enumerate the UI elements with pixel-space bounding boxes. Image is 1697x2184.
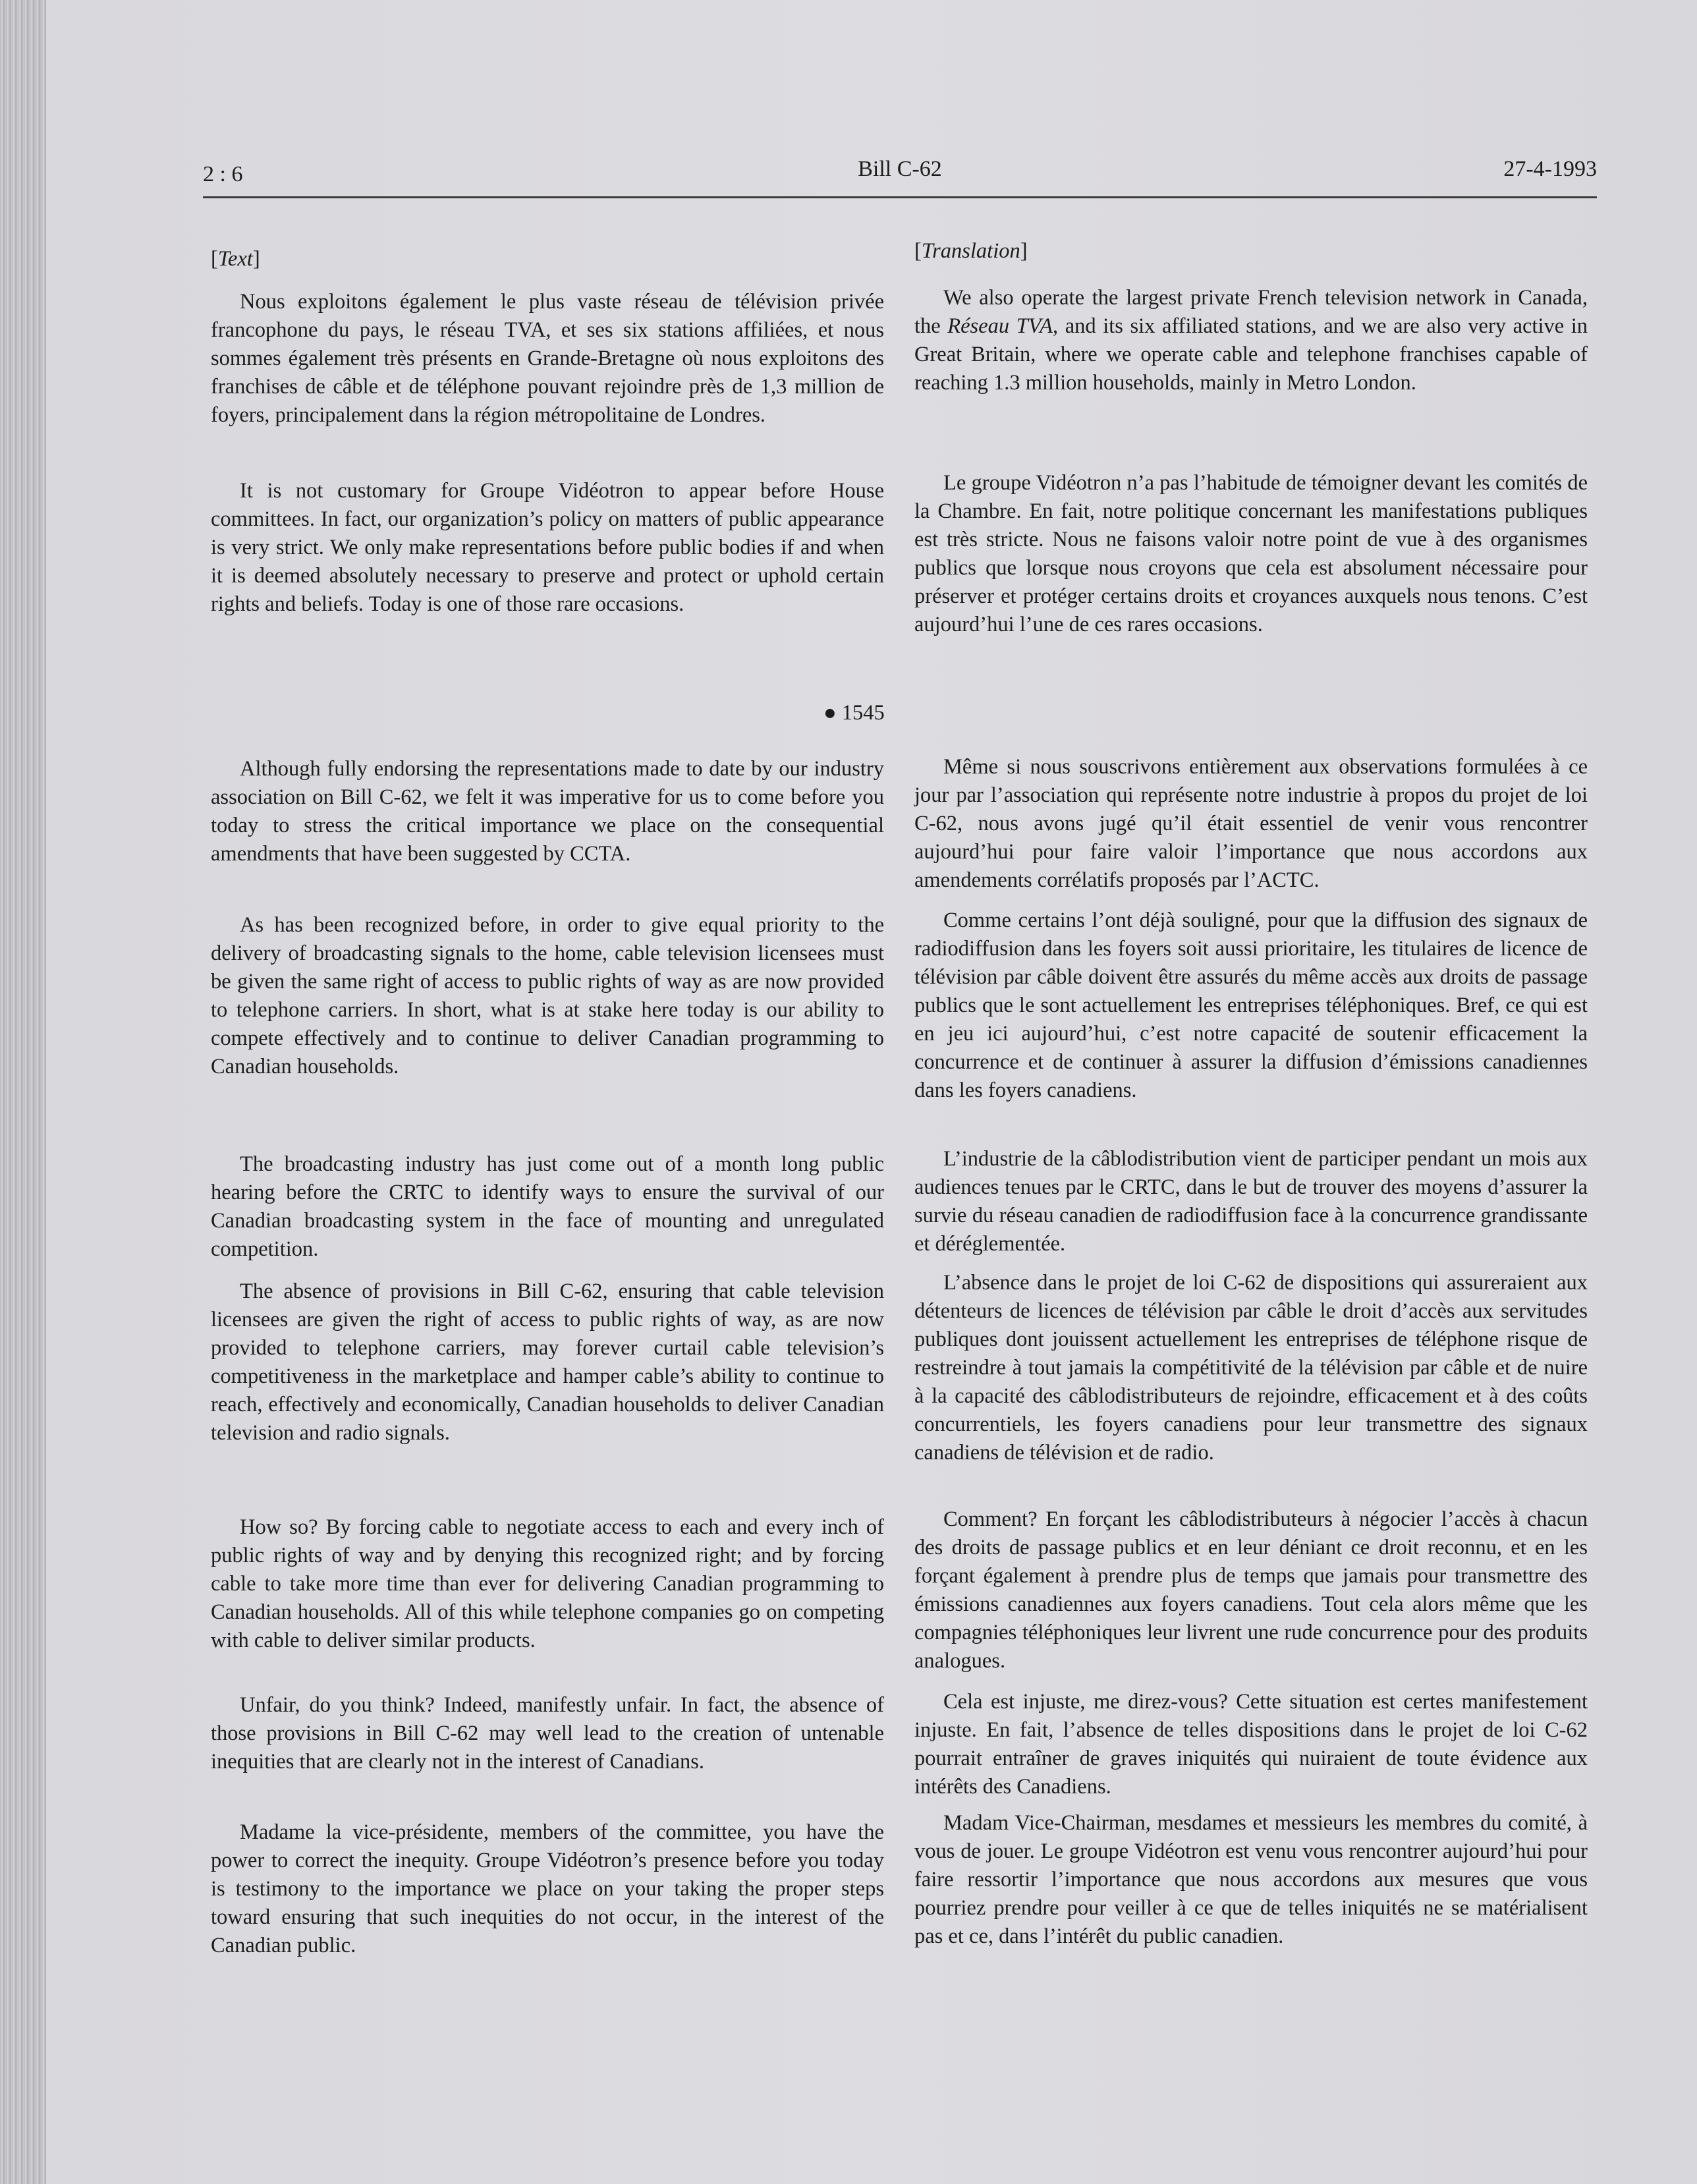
left-paragraph: Although fully endorsing the representations made to date by our industry association on Bill C-62, we felt it was imperative for us to come before you today to stress the critical importance we place on the consequential amendments that have been suggested by CCTA. bbox=[211, 757, 884, 866]
document-title: Bill C-62 bbox=[858, 157, 942, 181]
left-paragraph: The absence of provisions in Bill C-62, ensuring that cable television licensees are given the right of access to public rights of way, as are now provided to telephone carriers, may forever curtail cable television’s competitiveness in the marketplace and hamper cable’s ability to continue to reach, effectively and economically, Canadian households to deliver Canadian television and radio signals. bbox=[211, 1279, 884, 1445]
page-number: 2 : 6 bbox=[203, 162, 243, 186]
network-name: Réseau TVA bbox=[947, 314, 1053, 338]
page-stack-edges bbox=[0, 0, 46, 2184]
right-paragraph: Madam Vice-Chairman, mesdames et messieurs les membres du comité, à vous de jouer. Le groupe Vidéotron est venu vous rencontrer aujourd’hui pour faire ressortir l’importance que nous accordons aux mesures que vous pourriez prendre pour veiller à ce que de telles iniquités ne se matérialisent pas et ce, dans l’intérêt du public canadien. bbox=[914, 1811, 1588, 1948]
left-column-label: [Text] bbox=[211, 247, 260, 271]
left-paragraph: As has been recognized before, in order to give equal priority to the delivery of broadcasting signals to the home, cable television licensees must be given the same right of access to public rights of way as are now provided to telephone carriers. In short, what is at stake here today is our ability to compete effectively and to continue to deliver Canadian programming to Canadian households. bbox=[211, 913, 884, 1078]
right-paragraph: L’industrie de la câblodistribution vient de participer pendant un mois aux audiences tenues par le CRTC, dans le but de trouver des moyens d’assurer la survie du réseau canadien de radiodiffusion face à la concurrence grandissante et déréglementée. bbox=[914, 1147, 1588, 1256]
left-paragraph: Nous exploitons également le plus vaste réseau de télévision privée francophone du pays, le réseau TVA, et ses six stations affiliées, et nous sommes également très présents en Grande-Bretagne où nous exploitons des franchises de câble et de téléphone pouvant rejoindre près de 1,3 million de foyers, principalement dans la région métropolitaine de Londres. bbox=[211, 290, 884, 427]
right-paragraph: Comme certains l’ont déjà souligné, pour que la diffusion des signaux de radiodiffusion dans les foyers soit aussi prioritaire, les titulaires de licence de télévision par câble doivent être assurés du même accès aux droits de passage publics que le sont actuellement les entreprises téléphoniques. Bref, ce qui est en jeu ici aujourd’hui, c’est notre capacité de soutenir efficacement la concurrence et de continuer à assurer la diffusion d’émissions canadiennes dans les foyers canadiens. bbox=[914, 909, 1588, 1102]
right-paragraph: Comment? En forçant les câblodistributeurs à négocier l’accès à chacun des droits de passage publics et en leur déniant ce droit reconnu, et en les forçant également à prendre plus de temps que jamais pour transmettre des émissions canadiennes aux foyers canadiens. Tout cela alors même que les compagnies téléphoniques leur livrent une rude concurrence pour des produits analogues. bbox=[914, 1507, 1588, 1673]
left-paragraph: How so? By forcing cable to negotiate access to each and every inch of public rights of way and by denying this recognized right; and by forcing cable to take more time than ever for delivering Canadian programming to Canadian households. All of this while telephone companies go on competing with cable to deliver similar products. bbox=[211, 1515, 884, 1652]
left-paragraph: Unfair, do you think? Indeed, manifestly unfair. In fact, the absence of those provisions in Bill C-62 may well lead to the creation of untenable inequities that are clearly not in the interest of Canadians. bbox=[211, 1693, 884, 1774]
document-date: 27-4-1993 bbox=[1503, 157, 1597, 181]
time-marker: ● 1545 bbox=[823, 701, 885, 725]
left-paragraph: Madame la vice-présidente, members of the committee, you have the power to correct the inequity. Groupe Vidéotron’s presence before you today is testimony to the importance we place on your taking the proper steps toward ensuring that such inequities do not occur, in the interest of the Canadian public. bbox=[211, 1820, 884, 1957]
right-paragraph: Le groupe Vidéotron n’a pas l’habitude de témoigner devant les comités de la Chambre. En fait, notre politique concernant les manifestations publiques est très stricte. Nous ne faisons valoir notre point de vue à des organismes publics que lorsque nous croyons que cela est absolument nécessaire pour préserver et protéger certains droits et croyances auxquels nous tenons. C’est aujourd’hui l’une de ces rares occasions. bbox=[914, 471, 1588, 636]
right-paragraph: We also operate the largest private French television network in Canada, the Réseau TVA, and its six affiliated stations, and we are also very active in Great Britain, where we operate cable and telephone franchises capable of reaching 1.3 million households, mainly in Metro London. bbox=[914, 286, 1588, 395]
right-paragraph: Cela est injuste, me direz-vous? Cette situation est certes manifestement injuste. En fait, l’absence de telles dispositions dans le projet de loi C-62 pourrait entraîner de graves iniquités qui nuiraient de toute évidence aux intérêts des Canadiens. bbox=[914, 1690, 1588, 1799]
left-paragraph: The broadcasting industry has just come out of a month long public hearing before the CRTC to identify ways to ensure the survival of our Canadian broadcasting system in the face of mounting and unregulated competition. bbox=[211, 1152, 884, 1261]
right-paragraph: Même si nous souscrivons entièrement aux observations formulées à ce jour par l’association qui représente notre industrie à propos du projet de loi C-62, nous avons jugé qu’il était essentiel de venir vous rencontrer aujourd’hui pour faire valoir l’importance que nous accordons aux amendements corrélatifs proposés par l’ACTC. bbox=[914, 755, 1588, 892]
right-column-label: [Translation] bbox=[914, 239, 1028, 263]
right-paragraph: L’absence dans le projet de loi C-62 de dispositions qui assureraient aux détenteurs de licences de télévision par câble le droit d’accès aux servitudes publiques dont jouissent actuellement les entreprises de téléphone risque de restreindre à tout jamais la compétitivité de la télévision par câble et de nuire à la capacité des câblodistributeurs de rejoindre, efficacement et à des coûts concurrentiels, les foyers canadiens pour leur transmettre des signaux canadiens de télévision et de radio. bbox=[914, 1271, 1588, 1465]
left-paragraph: It is not customary for Groupe Vidéotron to appear before House committees. In fact, our organization’s policy on matters of public appearance is very strict. We only make representations before public bodies if and when it is deemed absolutely necessary to preserve and protect or uphold certain rights and beliefs. Today is one of those rare occasions. bbox=[211, 479, 884, 616]
text-label: Text bbox=[217, 247, 253, 271]
running-header bbox=[203, 157, 1597, 198]
translation-label: Translation bbox=[921, 239, 1020, 263]
